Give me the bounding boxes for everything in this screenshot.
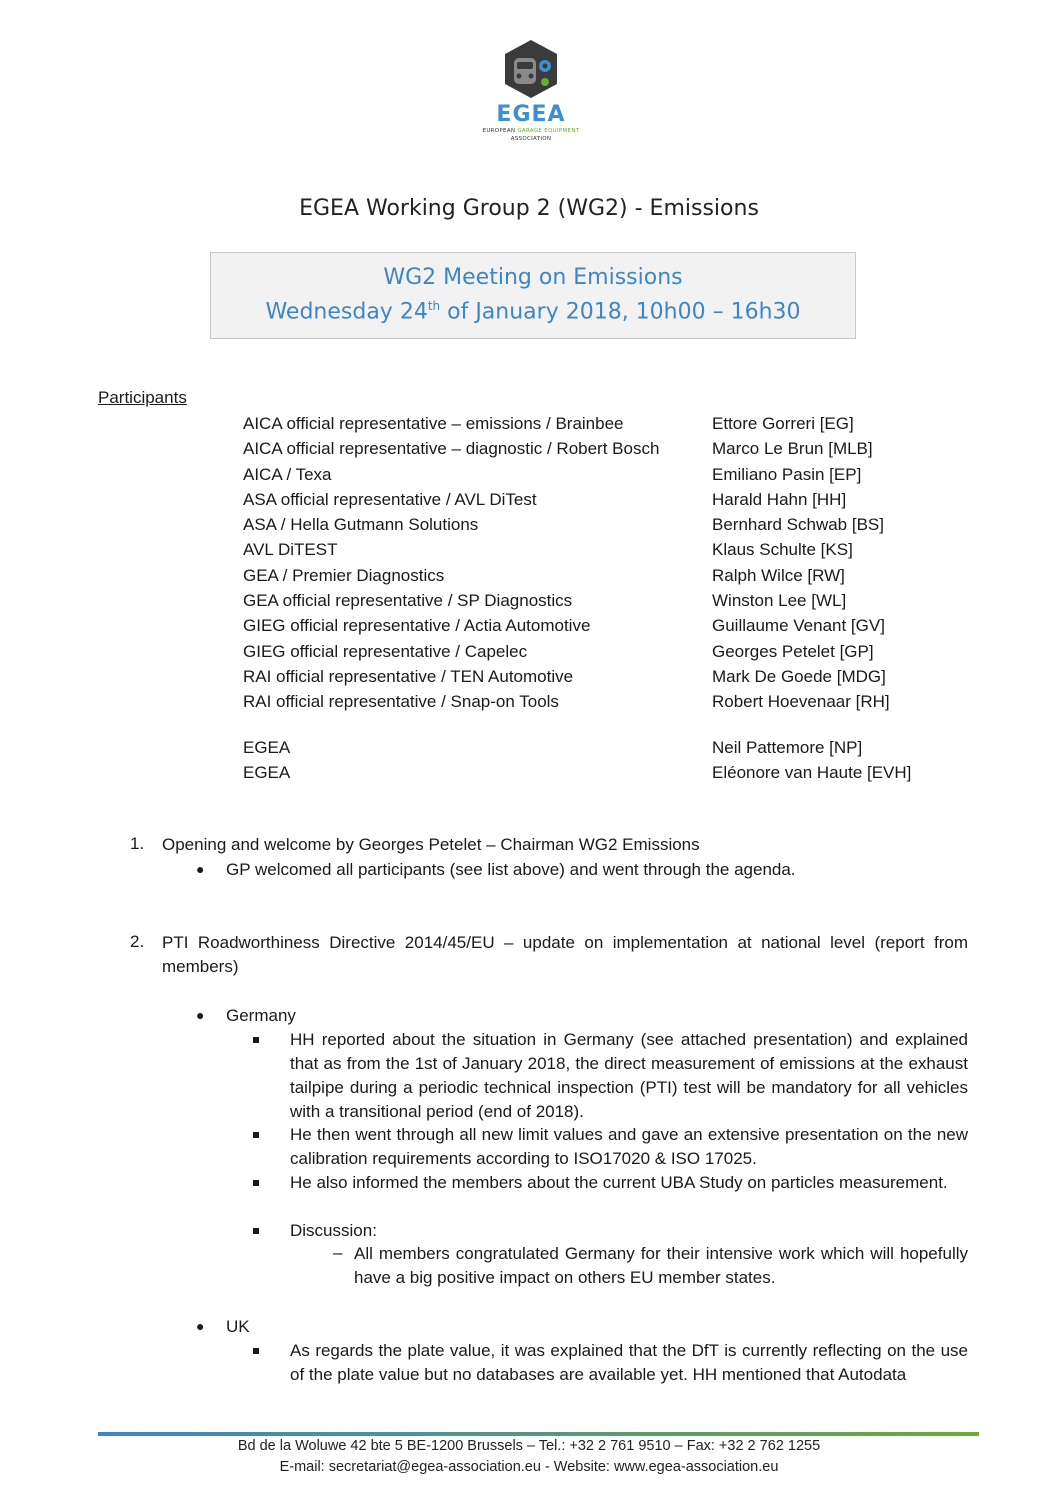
footer-divider bbox=[98, 1432, 979, 1436]
participant-row: RAI official representative / TEN Automotive Mark De Goede [MDG] bbox=[243, 666, 886, 686]
participant-row: GIEG official representative / Capelec Georges Petelet [GP] bbox=[243, 641, 874, 661]
participant-row: GEA official representative / SP Diagnostics Winston Lee [WL] bbox=[243, 591, 847, 611]
logo-tagline: EUROPEAN GARAGE EQUIPMENT ASSOCIATION bbox=[482, 128, 580, 142]
square-bullet-icon bbox=[253, 1228, 259, 1234]
document-title: EGEA Working Group 2 (WG2) - Emissions bbox=[299, 196, 759, 221]
participant-row: AICA / Texa Emiliano Pasin [EP] bbox=[243, 464, 862, 484]
section-2-heading: PTI Roadworthiness Directive 2014/45/EU – update on implementation at national level (report from members) bbox=[162, 933, 968, 976]
bullet-icon: ● bbox=[196, 861, 205, 877]
participant-row: AICA official representative – diagnostic / Robert Bosch Marco Le Brun [MLB] bbox=[243, 439, 873, 459]
participants-list bbox=[243, 411, 943, 785]
bullet-icon: ● bbox=[196, 1007, 205, 1023]
meeting-date: Wednesday 24th of January 2018, 10h00 – 16h30 bbox=[265, 299, 801, 325]
dash-bullet-icon: – bbox=[333, 1243, 343, 1262]
participant-row: AICA official representative – emissions / Brainbee Ettore Gorreri [EG] bbox=[243, 414, 854, 433]
meeting-title: WG2 Meeting on Emissions bbox=[383, 265, 683, 290]
participant-row: ASA / Hella Gutmann Solutions Bernhard Schwab [BS] bbox=[243, 515, 884, 535]
participant-row: EGEA Neil Pattemore [NP] bbox=[243, 737, 863, 757]
germany-point: HH reported about the situation in Germany (see attached presentation) and explained that as from the 1st of January 2018, the direct measurement of emissions at the exhaust tailpipe during a periodic technical inspection (PTI) test will be mandatory for all vehicles with a transitional period (end of 2018). bbox=[290, 1030, 968, 1121]
meeting-info-box bbox=[210, 252, 856, 339]
section-1-bullet: GP welcomed all participants (see list above) and went through the agenda. bbox=[226, 860, 796, 879]
section-1-heading: Opening and welcome by Georges Petelet – Chairman WG2 Emissions bbox=[162, 835, 700, 854]
hexagon-car-icon bbox=[502, 38, 560, 100]
germany-point: He then went through all new limit values and gave an extensive presentation on the new calibration requirements according to ISO17020 & ISO 17025. bbox=[290, 1125, 968, 1168]
footer-contact: E-mail: secretariat@egea-association.eu - Website: www.egea-association.eu bbox=[279, 1459, 779, 1475]
footer-address: Bd de la Woluwe 42 bte 5 BE-1200 Brussels – Tel.: +32 2 761 9510 – Fax: +32 2 762 1255 bbox=[237, 1438, 821, 1454]
participant-row: GEA / Premier Diagnostics Ralph Wilce [RW] bbox=[243, 565, 845, 585]
square-bullet-icon bbox=[253, 1132, 259, 1138]
square-bullet-icon bbox=[253, 1348, 259, 1354]
participant-row: AVL DiTEST Klaus Schulte [KS] bbox=[243, 540, 853, 560]
germany-point: Discussion: bbox=[290, 1221, 377, 1240]
uk-label: UK bbox=[226, 1317, 250, 1336]
germany-point: He also informed the members about the current UBA Study on particles measurement. bbox=[290, 1173, 948, 1192]
germany-discussion: All members congratulated Germany for their intensive work which will hopefully have a big positive impact on others EU member states. bbox=[354, 1244, 968, 1287]
square-bullet-icon bbox=[253, 1037, 259, 1043]
germany-label: Germany bbox=[226, 1006, 296, 1025]
logo-wordmark: EGEA bbox=[496, 102, 566, 127]
participant-row: GIEG official representative / Actia Automotive Guillaume Venant [GV] bbox=[243, 616, 885, 636]
section-number: 1. bbox=[130, 834, 145, 853]
bullet-icon: ● bbox=[196, 1318, 205, 1334]
square-bullet-icon bbox=[253, 1180, 259, 1186]
participant-row: EGEA Eléonore van Haute [EVH] bbox=[243, 762, 912, 782]
participant-row: ASA official representative / AVL DiTest Harald Hahn [HH] bbox=[243, 489, 847, 509]
uk-point: As regards the plate value, it was explained that the DfT is currently reflecting on the use of the plate value but no databases are available yet. HH mentioned that Autodata bbox=[290, 1341, 968, 1384]
participants-heading: Participants bbox=[98, 388, 187, 407]
section-number: 2. bbox=[130, 932, 145, 951]
participant-row: RAI official representative / Snap-on Tools Robert Hoevenaar [RH] bbox=[243, 692, 890, 712]
egea-logo bbox=[478, 38, 584, 143]
